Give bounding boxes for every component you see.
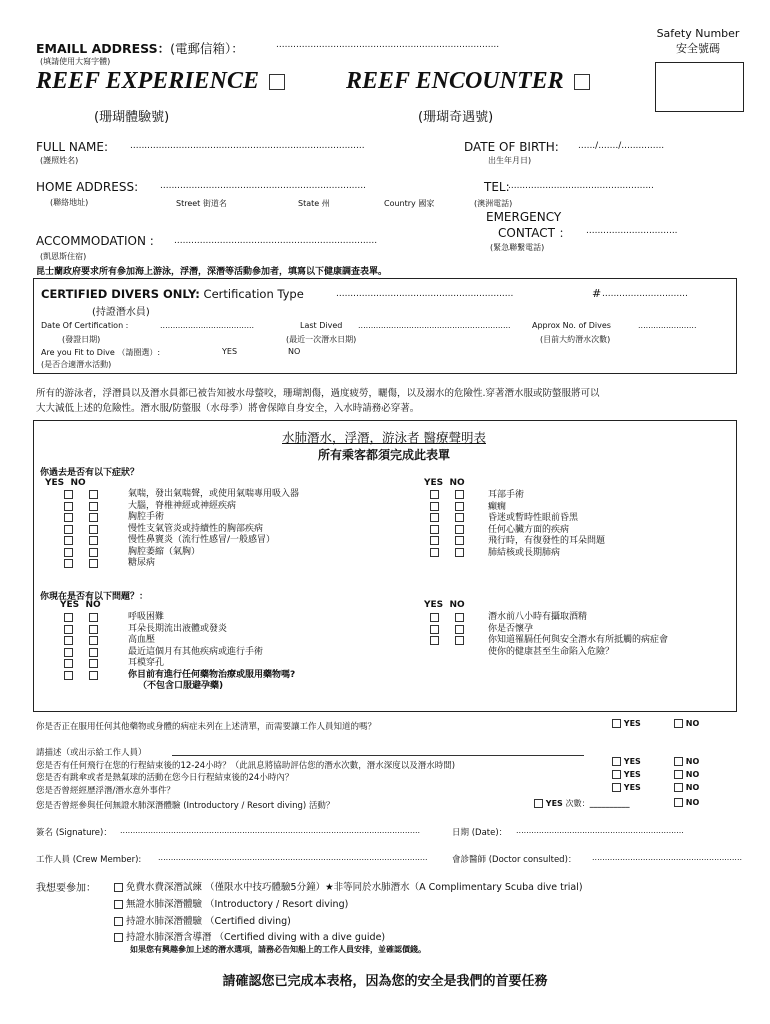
- date-of-cert-line[interactable]: .....................................: [160, 321, 255, 330]
- list-item: 最近這個月有其他疾病或進行手術: [128, 646, 264, 657]
- reef-experience-option[interactable]: REEF EXPERIENCE: [36, 68, 285, 95]
- dob-line[interactable]: ....../......./...............: [578, 141, 665, 151]
- option-certified-guide[interactable]: 持證水肺深潛含導潛 （Certified diving with a dive guide): [114, 929, 385, 943]
- cert-type-line[interactable]: ..............................................................: [336, 289, 514, 299]
- checkbox-yes[interactable]: [64, 613, 73, 622]
- medical-subtitle: 所有乘客都須完成此表單: [317, 448, 450, 462]
- list-item: 糖尿病: [128, 558, 156, 568]
- q4-yes[interactable]: YES: [612, 783, 641, 792]
- checkbox-yes[interactable]: [430, 636, 439, 645]
- q2-yes-checkbox[interactable]: [612, 757, 621, 766]
- q4-yes-checkbox[interactable]: [612, 783, 621, 792]
- emergency-label: EMERGENCY: [486, 210, 562, 224]
- list-item: 你目前有進行任何藥物治療或服用藥物嗎?: [128, 669, 296, 680]
- home-address-cn: (聯絡地址): [50, 198, 89, 207]
- street-label: Street 街道名: [176, 199, 227, 208]
- list-item: 癲癇: [488, 501, 507, 512]
- fit-cn: (是否合適潛水活動): [41, 360, 112, 369]
- warning-line-1: 所有的游泳者，浮潛員以及潛水員都已被告知被水母螫咬，珊瑚割傷，過度疲勞，曬傷，以及溺水的危險性.穿著潛水服或防螫服將可以: [36, 388, 600, 399]
- checkbox-yes[interactable]: [430, 525, 439, 534]
- list-item: （不包含口服避孕藥): [138, 681, 224, 691]
- option-intro-diving[interactable]: 無證水肺深潛體驗 （Introductory / Resort diving): [114, 896, 348, 910]
- q2-no[interactable]: NO: [674, 757, 699, 766]
- reef-experience-cn: (珊瑚體驗號): [94, 110, 170, 125]
- q4-no-checkbox[interactable]: [674, 783, 683, 792]
- list-item: 昏迷或暫時性眼前昏黑: [488, 513, 579, 523]
- checkbox-yes[interactable]: [64, 513, 73, 522]
- past-yes-no-right: YES NO: [424, 478, 465, 488]
- now-right-checkboxes: [430, 612, 464, 647]
- checkbox-yes[interactable]: [64, 536, 73, 545]
- option-complimentary-trial[interactable]: 免費水費深潛試練 （僅限水中技巧體驗5分鐘）★非等同於水肺潛水（A Complimentary Scuba dive trial): [114, 879, 583, 893]
- checkbox-no[interactable]: [455, 513, 464, 522]
- question-skydiving: 您是否有跳傘或者是熱氣球的活動在您今日行程結束後的24小時內？: [36, 773, 294, 783]
- tel-label: TEL:: [484, 180, 510, 194]
- now-yes-no-left: YES NO: [60, 600, 101, 610]
- checkbox-no[interactable]: [89, 659, 98, 668]
- option-certified-diving[interactable]: 持證水肺深潛體驗 （Certified diving): [114, 913, 291, 927]
- q2-yes[interactable]: YES: [612, 757, 641, 766]
- option-2-checkbox[interactable]: [114, 900, 123, 909]
- home-address-line[interactable]: ........................................................................: [160, 181, 366, 191]
- crew-member-line[interactable]: ..........................................................................................................: [158, 853, 428, 862]
- medical-title: 水肺潛水，浮潛，游泳者 醫療聲明表: [282, 430, 486, 445]
- checkbox-yes[interactable]: [64, 671, 73, 680]
- q2-no-checkbox[interactable]: [674, 757, 683, 766]
- checkbox-no[interactable]: [89, 525, 98, 534]
- list-item: 慢性鼻竇炎（流行性感冒/一般感冒）: [128, 535, 276, 545]
- question-flight: 您是否有任何飛行在您的行程結束後的12-24小時？（此訊息將協助評估您的潛水次數，潛水深度以及潛水時間): [36, 761, 456, 771]
- describe-label: 請描述（或出示給工作人員）: [36, 748, 147, 758]
- checkbox-no[interactable]: [89, 625, 98, 634]
- checkbox-no[interactable]: [455, 613, 464, 622]
- past-right-checkboxes: [430, 489, 464, 558]
- q5-no-checkbox[interactable]: [674, 798, 683, 807]
- checkbox-no[interactable]: [89, 613, 98, 622]
- q5-yes-checkbox[interactable]: [534, 799, 543, 808]
- option-1-checkbox[interactable]: [114, 883, 123, 892]
- q1-yes[interactable]: YES: [612, 719, 641, 728]
- approx-dives-cn: (目前大約潛水次數): [540, 335, 611, 344]
- checkbox-yes[interactable]: [430, 613, 439, 622]
- describe-line[interactable]: [172, 755, 584, 756]
- past-right-list: [488, 490, 605, 559]
- checkbox-yes[interactable]: [64, 659, 73, 668]
- gov-notice: 昆士蘭政府要求所有參加海上游泳，浮潛，深潛等活動參加者，填寫以下健康調查表單。: [36, 267, 388, 277]
- tel-line[interactable]: ...................................................: [508, 181, 654, 191]
- list-item: 肺結核或長期肺病: [488, 547, 561, 558]
- signature-line[interactable]: ......................................................................................................................: [120, 826, 421, 835]
- q5-yes[interactable]: YES 次數：__________: [534, 798, 630, 809]
- checkbox-no[interactable]: [89, 648, 98, 657]
- fit-to-dive-label: Are you Fit to Dive （請圈選）:: [41, 348, 161, 357]
- signature-label: 簽名 (Signature)：: [36, 828, 112, 838]
- list-item: 使你的健康甚至生命陷入危險？: [488, 646, 615, 657]
- footer-confirm: 請確認您已完成本表格，因為您的安全是我們的首要任務: [222, 974, 548, 989]
- dob-label: DATE OF BIRTH:: [464, 140, 559, 154]
- list-item: 呼吸困難: [128, 612, 165, 622]
- list-item: 高血壓: [128, 635, 156, 645]
- safety-number-box[interactable]: [655, 62, 744, 112]
- checkbox-no[interactable]: [455, 625, 464, 634]
- contact-line[interactable]: ................................: [586, 226, 678, 236]
- checkbox-no[interactable]: [89, 559, 98, 568]
- doctor-line[interactable]: ...........................................................: [592, 853, 743, 862]
- checkbox-no[interactable]: [89, 513, 98, 522]
- list-item: 耳朵長期流出液體或發炎: [128, 623, 228, 634]
- accommodation-label: ACCOMMODATION :: [36, 234, 154, 248]
- checkbox-yes[interactable]: [64, 502, 73, 511]
- list-item: 耳模穿孔: [128, 658, 165, 668]
- now-yes-no-right: YES NO: [424, 600, 465, 610]
- certified-title: CERTIFIED DIVERS ONLY: Certification Type: [41, 287, 304, 301]
- contact-cn: (緊急聯繫電話): [490, 243, 545, 252]
- checkbox-no[interactable]: [455, 490, 464, 499]
- date-line[interactable]: ..................................................................: [516, 826, 684, 835]
- option-4-checkbox[interactable]: [114, 933, 123, 942]
- doctor-label: 會診醫師 (Doctor consulted)：: [452, 855, 577, 865]
- list-item: 大腦，脊椎神經或神經疾病: [128, 500, 237, 511]
- email-label: EMAILL ADDRESS：(電郵信箱）：: [36, 41, 244, 56]
- past-heading: 你過去是否有以下症狀？: [40, 468, 140, 478]
- q1-no-checkbox[interactable]: [674, 719, 683, 728]
- checkbox-no[interactable]: [89, 636, 98, 645]
- cert-number-line[interactable]: ..............................: [602, 289, 688, 299]
- list-item: 你知道罹膈任何與安全潛水有所抵觸的病症會: [488, 635, 669, 645]
- checkbox-no[interactable]: [455, 525, 464, 534]
- list-item: 潛水前八小時有攝取酒精: [488, 612, 588, 622]
- checkbox-yes[interactable]: [430, 490, 439, 499]
- last-dived-label: Last Dived: [300, 321, 343, 330]
- list-item: 慢性支氣管炎或持續性的胸部疾病: [128, 523, 264, 534]
- list-item: 飛行時，有復發性的耳朵問題: [488, 536, 606, 546]
- q3-no[interactable]: NO: [674, 770, 699, 779]
- checkbox-yes[interactable]: [64, 648, 73, 657]
- list-item: 你是否懷孕: [488, 623, 534, 634]
- q4-no[interactable]: NO: [674, 783, 699, 792]
- approx-dives-label: Approx No. of Dives: [532, 321, 611, 330]
- q3-no-checkbox[interactable]: [674, 770, 683, 779]
- past-left-list: [128, 489, 299, 570]
- now-left-checkboxes: [64, 612, 98, 681]
- checkbox-yes[interactable]: [64, 525, 73, 534]
- reef-encounter-cn: (珊瑚奇遇號): [418, 110, 494, 125]
- checkbox-yes[interactable]: [64, 548, 73, 557]
- option-3-checkbox[interactable]: [114, 917, 123, 926]
- fit-yes[interactable]: YES: [222, 347, 238, 356]
- date-label: 日期 (Date)：: [452, 828, 508, 838]
- checkbox-yes[interactable]: [430, 536, 439, 545]
- full-name-cn: (護照姓名): [40, 156, 79, 165]
- full-name-line[interactable]: ..................................................................................: [130, 141, 365, 151]
- checkbox-no[interactable]: [89, 671, 98, 680]
- approx-dives-line[interactable]: .......................: [638, 321, 697, 330]
- list-item: 胸腔手術: [128, 512, 165, 522]
- contact-label: CONTACT ：: [498, 226, 571, 240]
- checkbox-no[interactable]: [89, 536, 98, 545]
- accommodation-cn: (凱恩斯住宿): [40, 252, 87, 261]
- q3-yes[interactable]: YES: [612, 770, 641, 779]
- q3-yes-checkbox[interactable]: [612, 770, 621, 779]
- q5-no[interactable]: NO: [674, 798, 699, 807]
- question-other-medication: 你是否正在服用任何其他藥物或身體的病症未列在上述清單，而需要讓工作人員知道的嗎？: [36, 722, 377, 732]
- checkbox-yes[interactable]: [430, 625, 439, 634]
- reef-encounter-checkbox[interactable]: [574, 74, 590, 90]
- full-name-label: FULL NAME:: [36, 140, 109, 154]
- checkbox-no[interactable]: [89, 490, 98, 499]
- accommodation-line[interactable]: .......................................................................: [174, 236, 378, 246]
- now-heading: 你現在是否有以下問題？：: [40, 592, 149, 602]
- email-input-line[interactable]: ..............................................................................: [276, 40, 500, 50]
- tel-cn: (澳洲電話): [474, 199, 513, 208]
- checkbox-no[interactable]: [455, 536, 464, 545]
- q1-yes-checkbox[interactable]: [612, 719, 621, 728]
- checkbox-yes[interactable]: [430, 513, 439, 522]
- checkbox-yes[interactable]: [430, 502, 439, 511]
- list-item: 任何心臟方面的疾病: [488, 524, 570, 535]
- checkbox-no[interactable]: [455, 502, 464, 511]
- crew-member-label: 工作人員 (Crew Member):: [36, 855, 142, 865]
- last-dived-cn: (最近一次潛水日期): [286, 335, 357, 344]
- cert-cn: (持證潛水員): [92, 307, 150, 318]
- q1-no[interactable]: NO: [674, 719, 699, 728]
- state-label: State 州: [298, 199, 330, 208]
- now-right-list: [488, 612, 668, 658]
- date-of-cert-label: Date Of Certification :: [41, 321, 129, 330]
- past-yes-no-left: YES NO: [45, 478, 86, 488]
- options-note: 如果您有興趣參加上述的潛水選項，請務必告知船上的工作人員安排，並確認價錢。: [130, 945, 426, 954]
- checkbox-yes[interactable]: [64, 625, 73, 634]
- safety-number-label: Safety Number 安全號碼: [656, 27, 740, 55]
- reef-encounter-option[interactable]: REEF ENCOUNTER: [346, 68, 590, 95]
- checkbox-yes[interactable]: [64, 490, 73, 499]
- list-item: 耳部手術: [488, 490, 525, 500]
- question-intro-diving: 您是否曾經參與任何無證水肺深潛體驗 (Introductory / Resort diving) 活動？: [36, 801, 335, 811]
- options-intro: 我想要參加：: [36, 883, 96, 894]
- checkbox-yes[interactable]: [430, 548, 439, 557]
- email-note: (填請使用大寫字體): [40, 57, 111, 66]
- home-address-label: HOME ADDRESS:: [36, 180, 139, 194]
- past-left-checkboxes: [64, 489, 98, 570]
- checkbox-no[interactable]: [89, 548, 98, 557]
- question-accident: 您是否曾經經歷浮潛/潛水意外事件？: [36, 786, 175, 796]
- fit-no[interactable]: NO: [288, 347, 301, 356]
- checkbox-yes[interactable]: [64, 636, 73, 645]
- reef-experience-checkbox[interactable]: [269, 74, 285, 90]
- checkbox-no[interactable]: [455, 636, 464, 645]
- now-left-list: [128, 612, 295, 693]
- list-item: 胸腔萎縮（氣胸）: [128, 546, 201, 557]
- warning-line-2: 大大減低上述的危險性。潛水服/防螫服（水母季）將會保障自身安全，入水時請務必穿著。: [36, 403, 420, 414]
- last-dived-line[interactable]: ............................................................: [358, 321, 511, 330]
- dob-cn: 出生年月日): [488, 156, 532, 165]
- checkbox-yes[interactable]: [64, 559, 73, 568]
- checkbox-no[interactable]: [89, 502, 98, 511]
- checkbox-no[interactable]: [455, 548, 464, 557]
- list-item: 氣喘，發出氣喘聲，或使用氣喘專用吸入器: [128, 489, 300, 499]
- cert-number-hash: #: [592, 287, 602, 300]
- country-label: Country 國家: [384, 199, 435, 208]
- date-of-cert-cn: (發證日期): [62, 335, 101, 344]
